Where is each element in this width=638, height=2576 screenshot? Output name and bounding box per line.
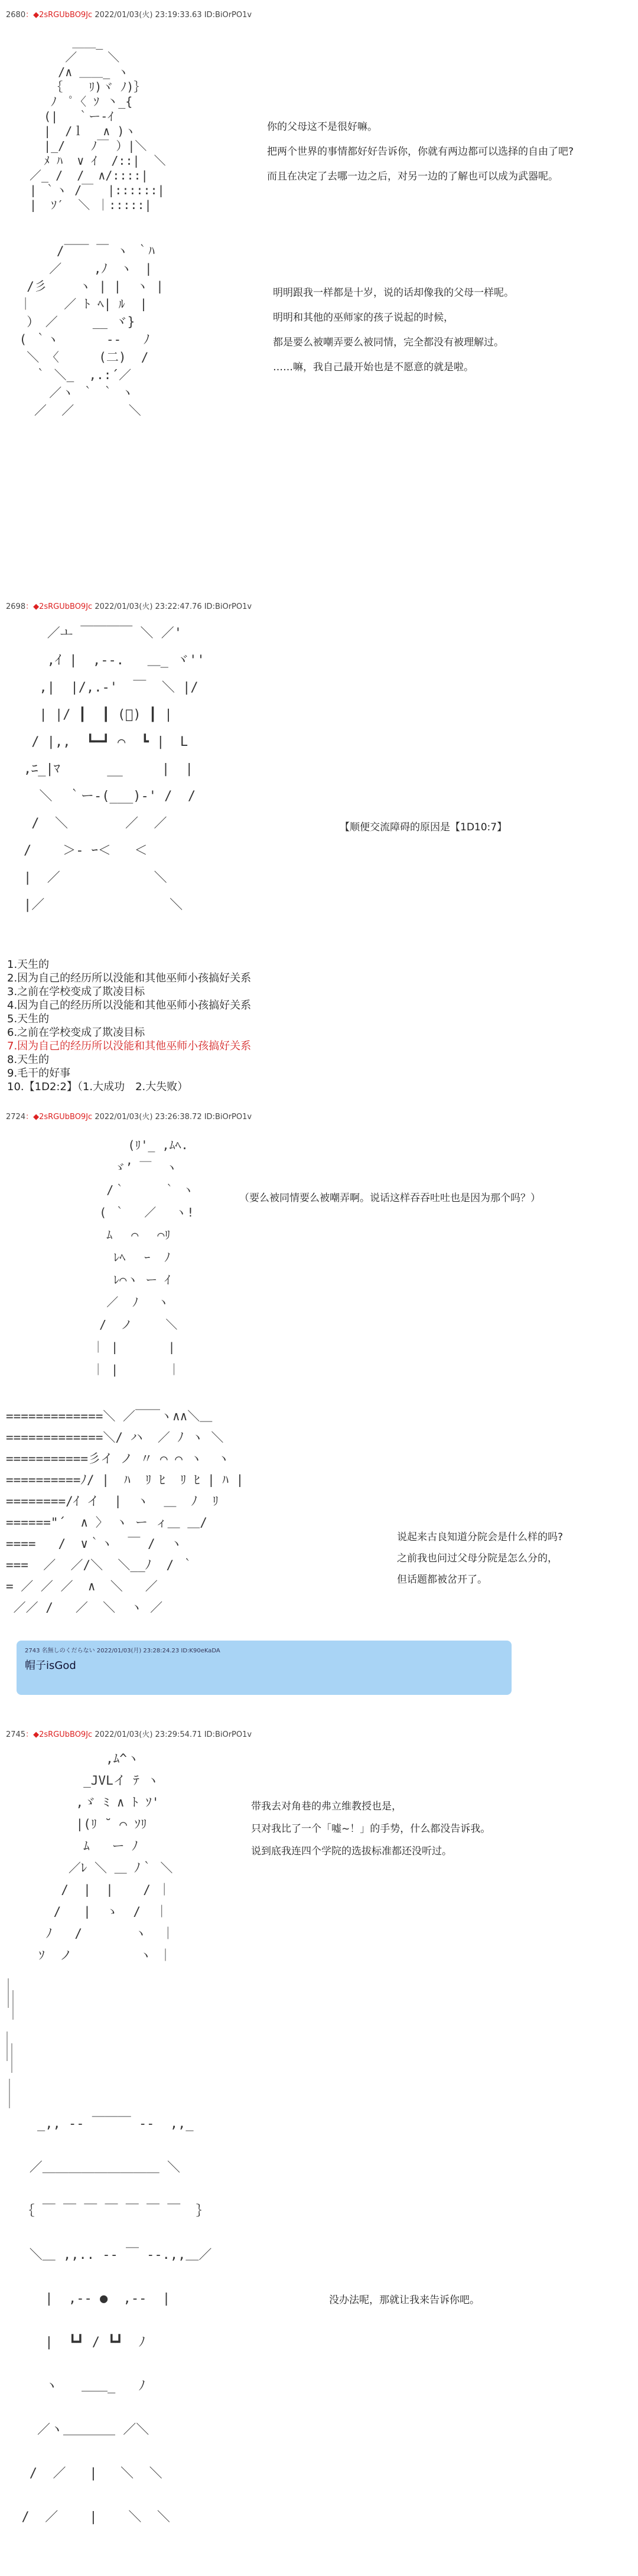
ascii-art-girl-blindfolded: ／ￌ ￣￣￣￣ ＼ ／' ,ｲ | ,--. ＿_ ヾ'' ,| |/,.-' ￣ ＼ |/ | |/ ┃ ┃ (ﾟ) ┃ | / |,, ┗━┛ ⌒ ┗ | L ,ﾆ_|ﾏ __ | | ＼ ｀ー‐(___)‐' / / / ＼ ／ ／ / ＞‐ ｰ＜ ＜ | ／ ＼ |／ ＼ xyxy=(24,626,205,912)
reply-text: 帽子isGod xyxy=(25,1659,76,1672)
dialog-line: 你的父母这不是很好嘛。 xyxy=(267,121,377,133)
dialog-line: 把两个世界的事情都好好告诉你，你就有两边都可以选择的自由了吧? xyxy=(267,146,574,158)
dialog-line: 只对我比了一个「嘘~！」的手势，什么都没告诉我。 xyxy=(251,1823,491,1835)
edge-marks-graphic xyxy=(2,1972,26,2114)
ascii-art-girl-standing: (ﾘ'_ ,ﾑﾍ. ゞ’ ￣ ヽ /｀ ｀ ヽ ( ｀ ／ ヽ! ﾑ ⌒ ⌒ﾘ ﾚﾍ ｰ ﾉ ﾚ⌒ヽ ー ｲ ／ ﾉ ヽ / ノ ＼ ｜ | | ｜ | ｜ xyxy=(92,1138,194,1377)
dialog-line: 说起来古良知道分院会是什么样的吗? xyxy=(397,1531,564,1543)
list-item: 4.因为自己的经历所以没能和其他巫师小孩搞好关系 xyxy=(7,999,252,1012)
post-header-2745: 2745：◆2sRGUbBO9Jc 2022/01/03(火) 23:29:54.71 ID:BiOrPO1v xyxy=(6,1730,252,1739)
list-item: 9.毛干的好事 xyxy=(7,1067,71,1080)
dialog-line: 说到底我连四个学院的选拔标准都还没听过。 xyxy=(251,1845,452,1857)
ascii-art-man-thinking: ＿＿_ ／ ＼ /∧ ＿＿_ ヽ ｛ ﾘ)ヾ ﾉ)｝ ﾉ ﾟ〈 ｿ 丶_{ (| ｀ー-ｲ | /ｌ ∧ )ヽ |_/ ﾉ￣ ）|＼ ﾒ ﾊ ∨ ｲ /::| ＼ ／_ / / ∧/::::| | ｀ヽ /￣ |::::::| | ｿ′ ＼ ｜:::::| xyxy=(30,35,166,212)
dialog-line: 明明和其他的巫师家的孩子说起的时候， xyxy=(273,312,454,324)
dialog-line: 明明跟我一样都是十岁，说的话却像我的父母一样呢。 xyxy=(273,287,514,299)
dialog-line: 而且在决定了去哪一边之后，对另一边的了解也可以成为武器呢。 xyxy=(267,171,558,182)
list-item: 10.【1D2:2】（1.大成功 2.大失败） xyxy=(7,1081,188,1093)
dialog-line: 但话题都被岔开了。 xyxy=(397,1574,487,1586)
poster-name[interactable]: 2sRGUbBO9Jc xyxy=(39,602,93,611)
dialog-block-2 xyxy=(273,281,514,380)
reply-meta: 2743 名無しのくだらない 2022/01/03(月) 23:28:24.23 ID:K90eKaDA xyxy=(25,1648,220,1654)
dialog-roll-result: 【顺便交流障碍的原因是【1D10:7】 xyxy=(340,821,507,833)
poster-name[interactable]: 2sRGUbBO9Jc xyxy=(39,1113,93,1121)
list-item: 2.因为自己的经历所以没能和其他巫师小孩搞好关系 xyxy=(7,972,252,984)
list-item: 1.天生的 xyxy=(7,958,50,971)
list-item: 3.之前在学校变成了欺凌目标 xyxy=(7,986,145,998)
list-item: 5.天生的 xyxy=(7,1013,50,1025)
dialog-line: ……嘛，我自己最开始也是不愿意的就是啦。 xyxy=(273,361,474,373)
panel-edge-marks xyxy=(2,1972,26,2114)
poster-name[interactable]: 2sRGUbBO9Jc xyxy=(39,11,93,19)
dialog-block-4 xyxy=(251,1795,490,1863)
ascii-art-girl-pointing: ,ﾑ^ヽ _JVLイ ﾃ ヽ ,ゞ ﾐ ∧ ﾄ ｿ' |(ﾘ ˘ ⌒ ｿﾘ ﾑ ー ﾉ ／ﾚ ＼ ＿ ﾉ｀ ＼ / | | / ｜ / | ゝ / ｜ ﾉ / ヽ ｜ ｿ ノ ヽ ｜ xyxy=(38,1752,174,1962)
poster-name[interactable]: 2sRGUbBO9Jc xyxy=(39,1730,93,1739)
list-item: 6.之前在学校变成了欺凌目标 xyxy=(7,1026,145,1039)
dialog-block-1 xyxy=(267,115,574,189)
post-header-2680: 2680：◆2sRGUbBO9Jc 2022/01/03(火) 23:19:33.63 ID:BiOrPO1v xyxy=(6,11,252,19)
dialog-block-5: 没办法呢，那就让我来告诉你吧。 xyxy=(329,2294,480,2306)
dialog-line: 都是要么被嘲弄要么被同情，完全都没有被理解过。 xyxy=(273,337,504,348)
list-item-selected: 7.因为自己的经历所以没能和其他巫师小孩搞好关系 xyxy=(7,1040,252,1052)
dialog-block-3 xyxy=(397,1527,563,1590)
dialog-line: 带我去对角巷的弗立维教授也是， xyxy=(251,1801,402,1812)
list-item: 8.天生的 xyxy=(7,1054,50,1066)
ascii-art-witch-hat: _,, -‐ ￣￣￣ ‐- ,,_ ／＿＿＿＿＿＿＿＿＿ ＼ ｛ ￣ ￣ ￣ ￣ ￣ ￣ ￣ ｝ ＼＿ ,,.. -‐ ￣ ‐-.,,＿／ | ,-- ● ,-- | | ┗┛ / ┗┛ ﾉ ヽ ＿＿_ ﾉ ／ヽ＿＿＿＿ ／＼ / ／ | ＼ ＼ / ／ | ＼ ＼ xyxy=(21,2117,212,2525)
dialog-line: 之前我也问过父母分院是怎么分的， xyxy=(397,1553,558,1564)
dialog-inner-thought: （要么被同情要么被嘲弄啊。说话这样吞吞吐吐也是因为那个吗？） xyxy=(239,1192,541,1204)
post-header-2698: 2698：◆2sRGUbBO9Jc 2022/01/03(火) 23:22:47.76 ID:BiOrPO1v xyxy=(6,602,252,611)
post-header-2724: 2724：◆2sRGUbBO9Jc 2022/01/03(火) 23:26:38.72 ID:BiOrPO1v xyxy=(6,1113,252,1121)
ascii-art-girl-bowing: /￣￣ ￣ ヽ ｀ﾊ ／ ,ﾉ ヽ | /彡 ヽ | | ヽ | ｜ ／ ﾄ ﾍ| ﾙ | ） ／ __ ヾ} ( ｀ヽ ‐‐ ﾉ ＼ 〈 (二) / ｀ ＼_ ,.:´／ ／ヽ ｀ ｀ ヽ ／ ／ ＼ xyxy=(19,244,164,418)
reply-bubble[interactable] xyxy=(17,1641,512,1695)
ascii-art-girl-closeup: =============＼ ／￣￣ヽ∧∧＼＿ =============＼/ ハ ／ ﾉ ヽ ＼ ===========彡イ ノ 〃 ⌒ ⌒ ヽ ヽ ==========ﾉ/ | ﾊ ﾘ ﾋ ﾘ ﾋ | ﾊ | ========/ｲ イ | ヽ ＿ ﾉ ﾘ ======"´ ∧ 〉 ヽ ー ィ＿ ＿/ ==== / ∨｀ヽ ￣ / ヽ === ／ ／/＼ ＼__ﾉ / ｀ = ／ ／ ／ ∧ ＼ ／ ／／ / ／ ＼ ヽ ／ xyxy=(6,1409,244,1615)
roll-options-list xyxy=(7,958,251,1094)
